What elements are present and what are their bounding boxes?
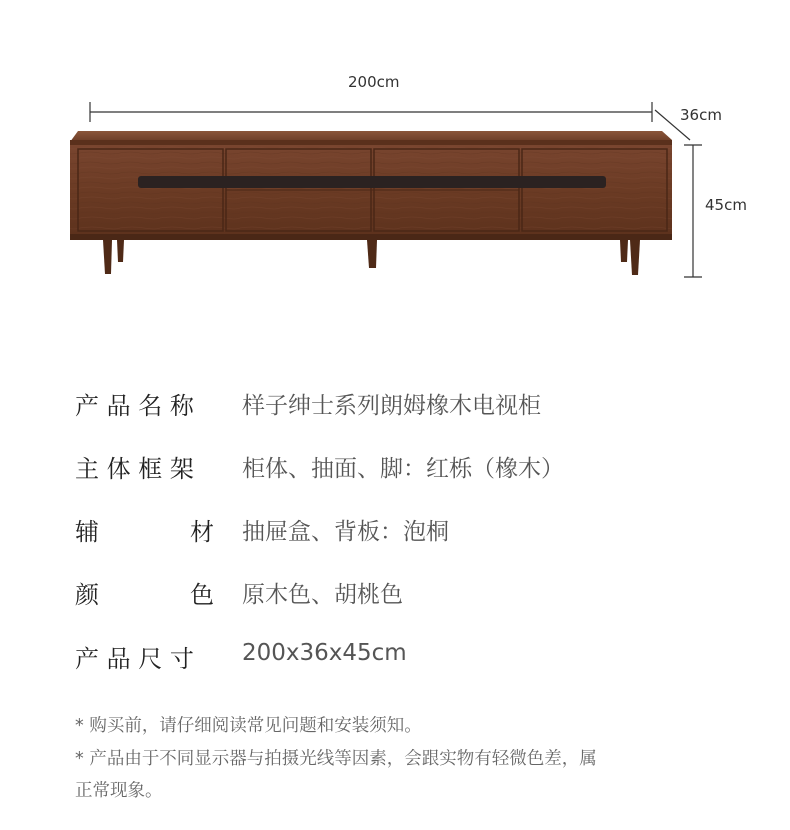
spec-label-name: 产 品 名 称	[75, 392, 194, 420]
spec-value-auxiliary: 抽屉盒、背板：泡桐	[242, 519, 449, 545]
width-dimension-line	[90, 102, 652, 122]
spec-label-size: 产 品 尺 寸	[75, 645, 194, 673]
tv-cabinet-illustration	[0, 0, 790, 320]
spec-label-auxiliary-2: 材	[190, 518, 214, 546]
height-label: 45cm	[705, 196, 747, 214]
depth-label: 36cm	[680, 106, 722, 124]
spec-label-auxiliary-1: 辅	[75, 518, 99, 546]
note-line-3: 正常现象。	[75, 781, 163, 801]
width-label: 200cm	[348, 73, 400, 91]
spec-value-frame: 柜体、抽面、脚：红栎（橡木）	[242, 456, 564, 482]
handle-strip	[138, 176, 606, 188]
height-dimension-line	[684, 145, 702, 277]
spec-label-frame: 主 体 框 架	[75, 455, 194, 483]
note-line-1: * 购买前，请仔细阅读常见问题和安装须知。	[75, 716, 422, 736]
spec-value-name: 样子绅士系列朗姆橡木电视柜	[242, 393, 541, 419]
spec-label-color-1: 颜	[75, 581, 99, 609]
spec-value-size: 200x36x45cm	[242, 640, 407, 666]
note-line-2: * 产品由于不同显示器与拍摄光线等因素，会跟实物有轻微色差，属	[75, 749, 597, 769]
product-figure	[0, 0, 790, 320]
spec-label-color-2: 色	[190, 581, 214, 609]
cabinet-legs	[103, 240, 640, 275]
spec-value-color: 原木色、胡桃色	[242, 582, 403, 608]
